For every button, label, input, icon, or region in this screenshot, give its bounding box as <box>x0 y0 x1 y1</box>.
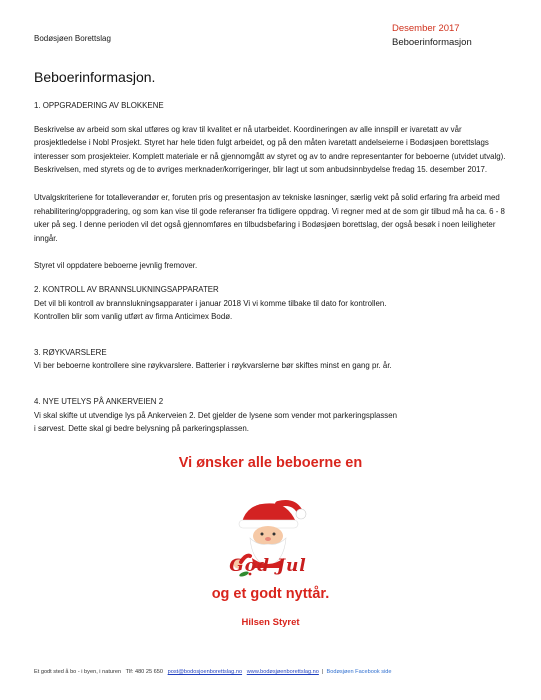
section-4-line-1: Vi skal skifte ut utvendige lys på Ankerveien 2. Det gjelder de lysene som vender mot parkeringsplassen <box>34 410 398 420</box>
header-doc-title: Beboerinformasjon <box>392 37 472 48</box>
header-org: Bodøsjøen Borettslag <box>34 34 111 43</box>
section-3-text: Vi ber beboerne kontrollere sine røykvarslere. Batterier i røykvarslerne bør skiftes minst en gang pr. år. <box>34 361 392 371</box>
greeting-signature: Hilsen Styret <box>241 617 300 628</box>
page-title: Beboerinformasjon. <box>34 69 156 85</box>
god-jul-text: God Jul <box>229 556 307 576</box>
footer-email-link[interactable]: post@bodosjoenborettslag.no <box>167 669 243 675</box>
santa-god-jul-image <box>212 496 322 588</box>
footer-facebook-link[interactable]: Bodøsjøen Facebook side <box>326 669 392 675</box>
section-3-heading: 3. RØYKVARSLERE <box>34 347 107 357</box>
footer-tagline: Et godt sted å bo - i byen, i naturen <box>34 669 122 675</box>
greeting-line-2: og et godt nyttår. <box>211 586 330 602</box>
section-1-paragraph-1: Beskrivelse av arbeid som skal utføres og krav til kvalitet er nå utarbeidet. Koordineringen av alle innspill er ivaretatt av vår prosjektledelse i Nobl Prosjekt. Styret har hele tiden fulgt arbeidet, og på den måten ivaretatt andelseierne i Bodøsjøen borettslags interesser som prosjekteier. Komplett materiale er nå gjennomgått av styret og av to andre representanter for beboerne (utvidet utvalg). Beskrivelsen, med styrets og de to øvriges merknader/korrigeringer, blir lagt ut som anbudsinnbydelse fredag 15. desember 2017. <box>34 124 506 175</box>
section-1-heading: 1. OPPGRADERING AV BLOKKENE <box>34 101 164 110</box>
section-4-line-2: i sørvest. Dette skal gi bedre belysning på parkeringsplassen. <box>34 424 249 434</box>
section-4-heading: 4. NYE UTELYS PÅ ANKERVEIEN 2 <box>34 396 164 406</box>
greeting-line-1: Vi ønsker alle beboerne en <box>178 455 363 471</box>
footer-phone: Tlf: 480 25 650 <box>125 669 163 675</box>
header-date: Desember 2017 <box>392 23 460 34</box>
footer-website-link[interactable]: www.bodøsjøenborettslag.no <box>246 669 319 675</box>
section-2-heading: 2. KONTROLL AV BRANNSLUKNINGSAPPARATER <box>34 284 219 294</box>
section-1-paragraph-3: Styret vil oppdatere beboerne jevnlig fremover. <box>34 261 198 271</box>
header-right <box>392 22 472 50</box>
footer-separator: | <box>321 669 324 675</box>
section-2-line-1: Det vil bli kontroll av brannslukningsapparater i januar 2018 Vi vi komme tilbake til dato for kontrollen. <box>34 298 387 308</box>
section-1-paragraph-2: Utvalgskriteriene for totalleverandør er, foruten pris og presentasjon av tekniske løsninger, særlig vekt på solid erfaring fra arbeid med rehabilitering/oppgradering, og som kan vise til gode referanser fra tidligere oppdrag. Vi regner med at de som gir tilbud må ha ca. 6 - 8 uker på seg. I denne perioden vil det også gjennomføres en tilbudsbefaring i Bodøsjøen borettslag, der også besøk i noen leiligheter inngår. <box>34 192 505 243</box>
footer <box>34 669 392 675</box>
document-body <box>34 99 512 436</box>
section-2-line-2: Kontrollen blir som vanlig utført av firma Anticimex Bodø. <box>34 312 233 322</box>
